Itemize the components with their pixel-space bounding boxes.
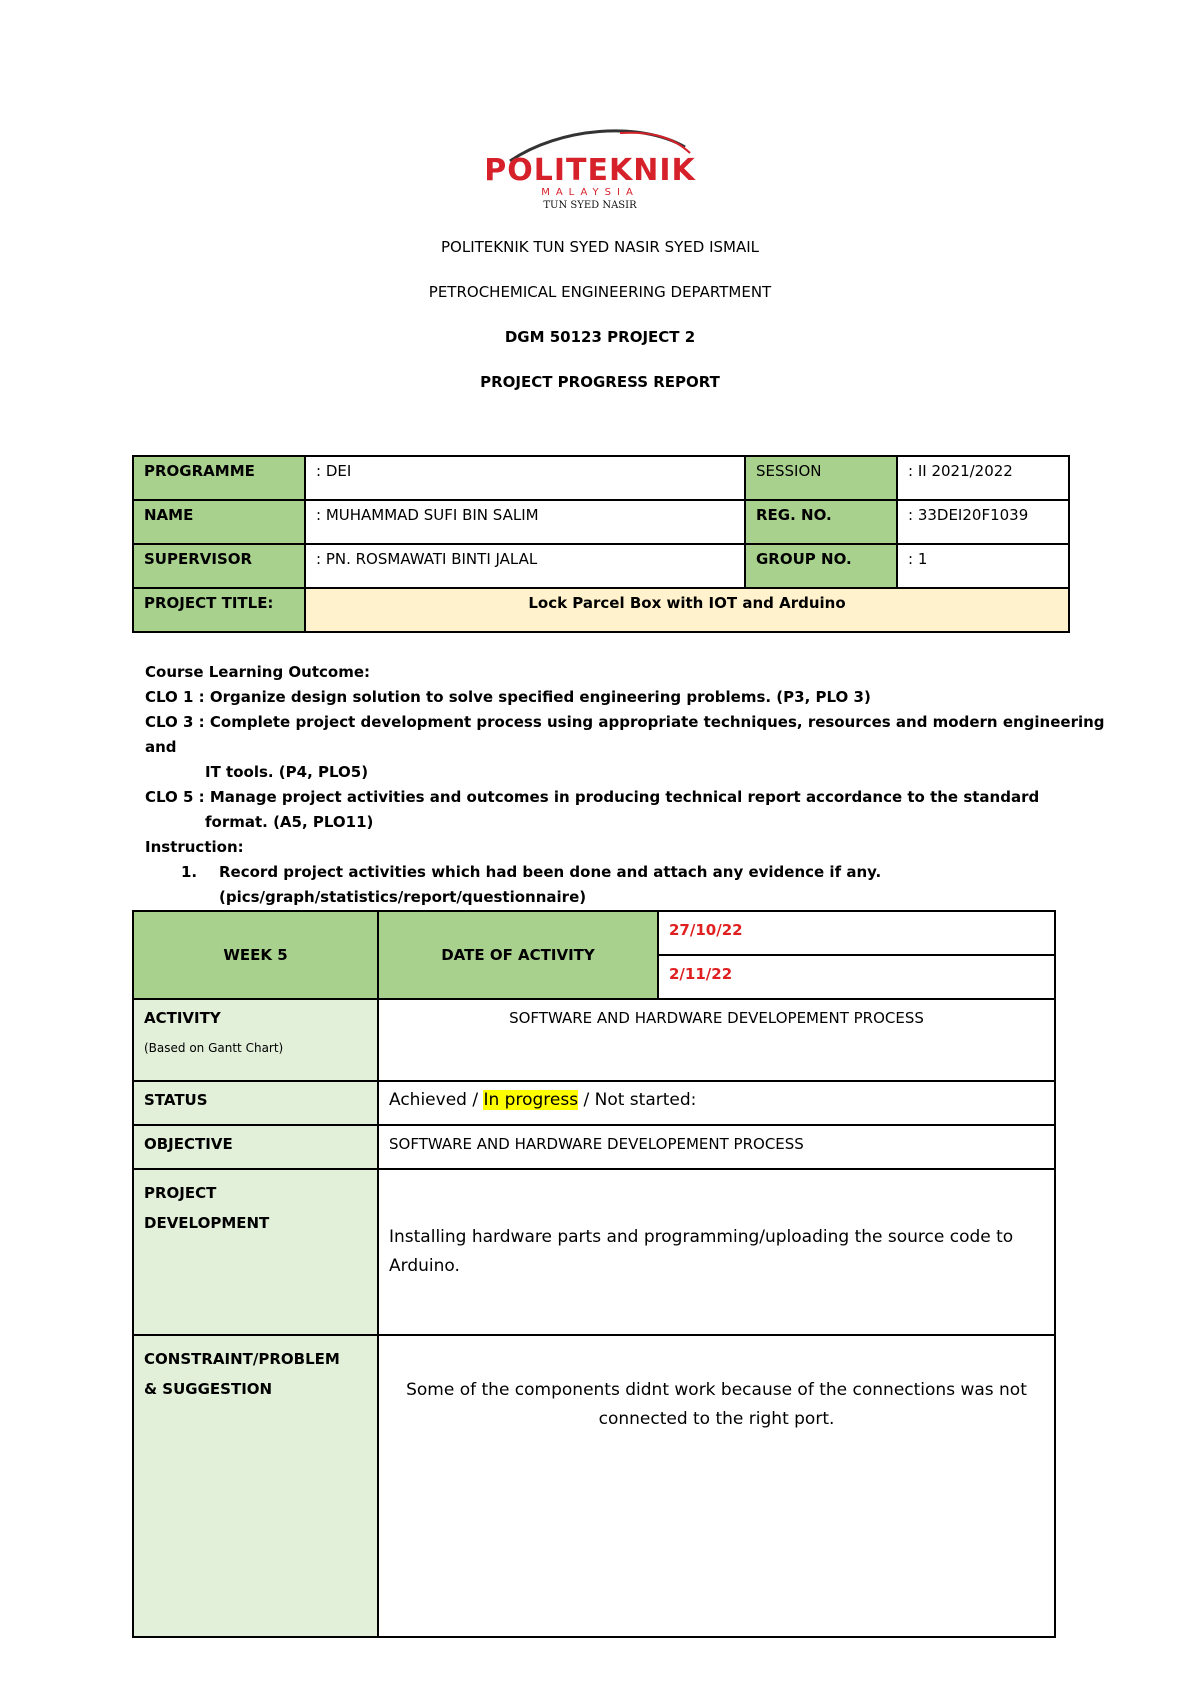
week-label: WEEK 5: [133, 911, 378, 999]
project-title-value: Lock Parcel Box with IOT and Arduino: [305, 588, 1069, 632]
programme-label: PROGRAMME: [133, 456, 305, 500]
supervisor-label: SUPERVISOR: [133, 544, 305, 588]
constraint-label-line-1: CONSTRAINT/PROBLEM: [144, 1350, 340, 1368]
regno-value: : 33DEI20F1039: [897, 500, 1069, 544]
supervisor-value: : PN. ROSMAWATI BINTI JALAL: [305, 544, 745, 588]
objective-value: SOFTWARE AND HARDWARE DEVELOPEMENT PROCESS: [378, 1125, 1055, 1169]
programme-value: : DEI: [305, 456, 745, 500]
date-start: 27/10/22: [658, 911, 1055, 955]
table-row: [133, 999, 1055, 1081]
objective-label: OBJECTIVE: [133, 1125, 378, 1169]
status-not-started: / Not started:: [583, 1090, 697, 1110]
constraint-value: Some of the components didnt work because of the connections was not connected to the right port.: [378, 1335, 1055, 1637]
activity-label-text: ACTIVITY: [144, 1009, 221, 1027]
date-of-activity-label: DATE OF ACTIVITY: [378, 911, 658, 999]
instruction-line-1: Record project activities which had been done and attach any evidence if any.: [219, 863, 882, 881]
course-learning-outcomes: [145, 660, 1125, 910]
politeknik-logo: [470, 125, 710, 210]
constraint-label: [133, 1335, 378, 1637]
student-info-table: [132, 455, 1070, 633]
instruction-item: [145, 860, 1125, 885]
session-value: : II 2021/2022: [897, 456, 1069, 500]
status-achieved: Achieved /: [389, 1090, 479, 1110]
project-development-value: Installing hardware parts and programming/uploading the source code to Arduino.: [378, 1169, 1055, 1335]
activity-note: (Based on Gantt Chart): [144, 1041, 284, 1055]
activity-label: [133, 999, 378, 1081]
activity-table: [132, 910, 1056, 1638]
regno-label: REG. NO.: [745, 500, 897, 544]
table-row: [133, 1081, 1055, 1125]
clo-5-line-1: CLO 5 : Manage project activities and outcomes in producing technical report accordance to the standard: [145, 788, 1040, 806]
session-label: SESSION: [745, 456, 897, 500]
project-development-label: [133, 1169, 378, 1335]
name-label: NAME: [133, 500, 305, 544]
clo-heading: Course Learning Outcome:: [145, 663, 371, 681]
table-row: [133, 1169, 1055, 1335]
groupno-value: : 1: [897, 544, 1069, 588]
constraint-label-line-2: & SUGGESTION: [144, 1380, 273, 1398]
status-value: [378, 1081, 1055, 1125]
status-label: STATUS: [133, 1081, 378, 1125]
table-row: [133, 456, 1069, 500]
project-development-label-line-2: DEVELOPMENT: [144, 1214, 270, 1232]
instruction-line-2: (pics/graph/statistics/report/questionnaire): [219, 888, 587, 906]
logo-campus: TUN SYED NASIR: [543, 200, 637, 211]
activity-value: SOFTWARE AND HARDWARE DEVELOPEMENT PROCESS: [378, 999, 1055, 1081]
instruction-number: 1.: [181, 863, 198, 881]
groupno-label: GROUP NO.: [745, 544, 897, 588]
project-development-label-line-1: PROJECT: [144, 1184, 217, 1202]
logo-wordmark: POLITEKNIK: [484, 153, 696, 188]
department-name: PETROCHEMICAL ENGINEERING DEPARTMENT: [428, 283, 772, 301]
project-title-label: PROJECT TITLE:: [133, 588, 305, 632]
name-value: : MUHAMMAD SUFI BIN SALIM: [305, 500, 745, 544]
table-row: [133, 911, 1055, 955]
table-row: [133, 544, 1069, 588]
clo-3-line-2: IT tools. (P4, PLO5): [205, 763, 369, 781]
institution-name: POLITEKNIK TUN SYED NASIR SYED ISMAIL: [441, 238, 759, 256]
report-title: PROJECT PROGRESS REPORT: [480, 373, 720, 391]
logo-country: MALAYSIA: [541, 187, 639, 198]
status-in-progress: In progress: [483, 1090, 579, 1110]
clo-5-line-2: format. (A5, PLO11): [205, 813, 374, 831]
clo-1: CLO 1 : Organize design solution to solve specified engineering problems. (P3, PLO 3): [145, 688, 871, 706]
table-row: [133, 1125, 1055, 1169]
instruction-heading: Instruction:: [145, 838, 244, 856]
clo-3-line-1: CLO 3 : Complete project development process using appropriate techniques, resources and modern engineering and: [145, 713, 1105, 756]
table-row: [133, 1335, 1055, 1637]
table-row: [133, 588, 1069, 632]
date-end: 2/11/22: [658, 955, 1055, 999]
course-code: DGM 50123 PROJECT 2: [504, 328, 696, 346]
table-row: [133, 500, 1069, 544]
